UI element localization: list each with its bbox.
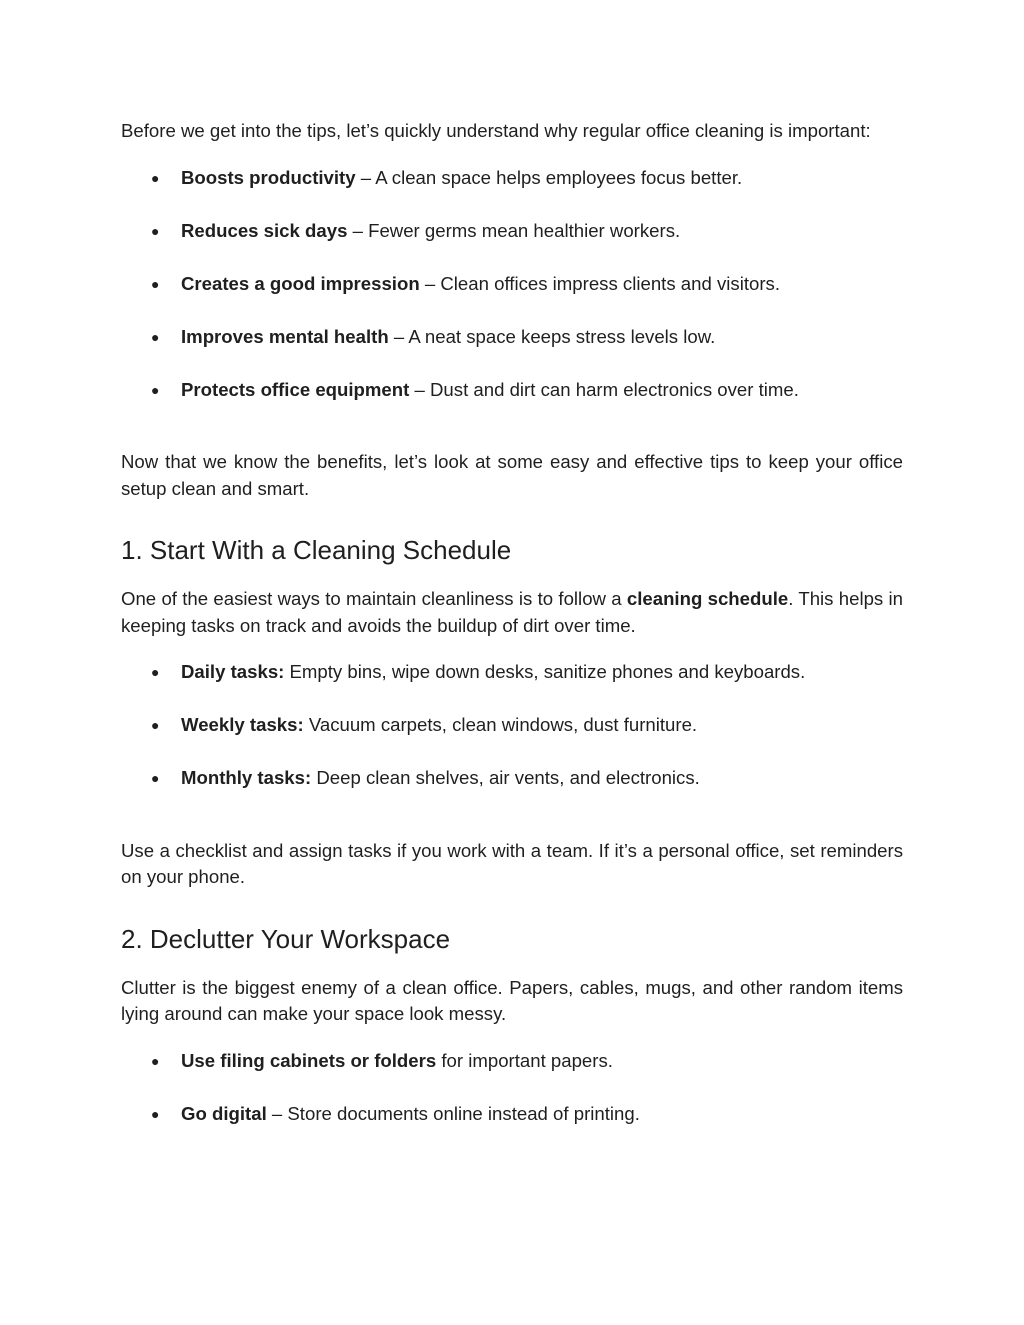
list-item	[121, 1101, 903, 1128]
section-2-paragraph: Clutter is the biggest enemy of a clean office. Papers, cables, mugs, and other random items lying around can make your space look messy.	[121, 976, 903, 1024]
benefit-title: Protects office equipment	[181, 378, 410, 400]
task-title: Monthly tasks:	[181, 767, 312, 788]
section-1-closing-paragraph: Use a checklist and assign tasks if you work with a team. If it’s a personal office, set reminders on your phone.	[121, 839, 903, 887]
list-item	[121, 765, 903, 792]
task-text: Deep clean shelves, air vents, and electronics.	[311, 767, 700, 788]
bullet-icon: ●	[151, 328, 160, 345]
declutter-list	[121, 1048, 903, 1128]
transition-paragraph: Now that we know the benefits, let’s look at some easy and effective tips to keep your office setup clean and smart.	[121, 451, 903, 499]
bullet-icon: ●	[151, 770, 160, 786]
document-page	[121, 118, 903, 1127]
benefit-title: Boosts productivity	[181, 166, 356, 188]
section-1-text-before: One of the easiest ways to maintain cleanliness is to follow a	[121, 588, 627, 609]
bullet-icon: ●	[151, 169, 160, 186]
section-1-text-after: . This helps in keeping tasks on track and avoids the buildup of dirt over time.	[121, 588, 903, 636]
benefit-title: Improves mental health	[181, 325, 389, 347]
bullet-icon: ●	[151, 381, 160, 398]
benefits-list	[121, 165, 903, 404]
section-1-heading: 1. Start With a Cleaning Schedule	[121, 535, 512, 565]
declutter-text: – Store documents online instead of printing.	[266, 1102, 640, 1124]
list-item	[121, 165, 903, 192]
benefit-text: – A clean space helps employees focus better.	[355, 166, 743, 188]
bullet-icon: ●	[151, 222, 160, 239]
benefit-text: – A neat space keeps stress levels low.	[388, 325, 716, 347]
list-item	[121, 659, 903, 686]
task-text: Empty bins, wipe down desks, sanitize phones and keyboards.	[284, 661, 806, 682]
bullet-icon: ●	[151, 275, 160, 292]
section-1-paragraph	[121, 586, 903, 639]
bullet-icon: ●	[151, 1052, 160, 1069]
benefit-text: – Fewer germs mean healthier workers.	[347, 219, 681, 241]
task-title: Weekly tasks:	[181, 714, 304, 735]
declutter-text: for important papers.	[436, 1049, 613, 1071]
list-item	[121, 271, 903, 298]
declutter-title: Go digital	[181, 1102, 267, 1124]
declutter-title: Use filing cabinets or folders	[181, 1049, 437, 1071]
task-title: Daily tasks:	[181, 661, 285, 682]
bullet-icon: ●	[151, 1105, 160, 1122]
benefit-title: Creates a good impression	[181, 272, 420, 294]
schedule-list	[121, 659, 903, 792]
list-item	[121, 218, 903, 245]
list-item	[121, 324, 903, 351]
section-1-text-bold: cleaning schedule	[626, 588, 789, 609]
intro-paragraph: Before we get into the tips, let’s quickly understand why regular office cleaning is important:	[121, 120, 871, 141]
list-item	[121, 1048, 903, 1075]
bullet-icon: ●	[151, 664, 160, 680]
list-item	[121, 712, 903, 739]
benefit-text: – Clean offices impress clients and visitors.	[419, 272, 781, 294]
section-2-heading: 2. Declutter Your Workspace	[121, 923, 451, 954]
task-text: Vacuum carpets, clean windows, dust furniture.	[303, 714, 698, 735]
benefit-title: Reduces sick days	[181, 219, 348, 241]
benefit-text: – Dust and dirt can harm electronics over time.	[409, 378, 799, 400]
list-item	[121, 377, 903, 404]
bullet-icon: ●	[151, 717, 160, 733]
